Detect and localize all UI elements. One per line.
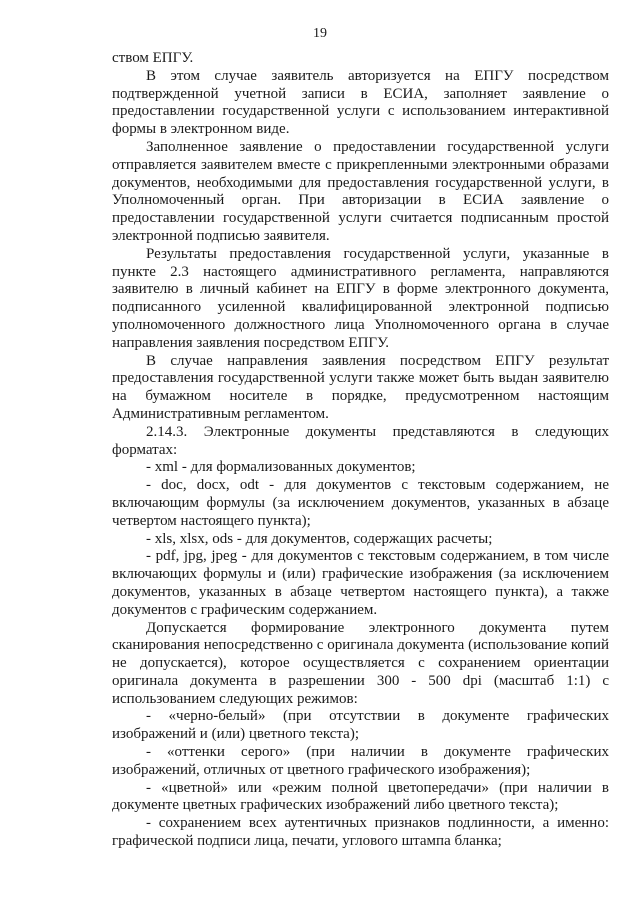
paragraph-formats-heading: 2.14.3. Электронные документы представляются в следующих форматах: xyxy=(112,423,609,458)
list-item-color-mode: - «цветной» или «режим полной цветопередачи» (при наличии в документе цветных графических изображений либо цветного текста); xyxy=(112,779,609,814)
list-item-xls: - xls, xlsx, ods - для документов, содержащих расчеты; xyxy=(146,530,493,547)
list-item-pdf: - pdf, jpg, jpeg - для документов с текстовым содержанием, в том числе включающих формулы и (или) графические изображения (за исключением документов, указанных в абзаце четвертом настоящего пункта), а также документов с графическим содержанием. xyxy=(112,548,609,618)
list-item-grayscale-mode: - «оттенки серого» (при наличии в документе графических изображений, отличных от цветного графического изображения); xyxy=(112,744,609,778)
paragraph-authorization: В этом случае заявитель авторизуется на ЕПГУ посредством подтвержденной учетной записи в ЕСИА, заполняет заявление о предоставлении государственной услуги с использованием интерактивной формы в электронном виде. xyxy=(112,67,609,138)
list-item-doc: - doc, docx, odt - для документов с текстовым содержанием, не включающим формулы (за исключением документов, указанных в абзаце четвертом настоящего пункта); xyxy=(112,477,609,529)
paragraph-submission: Заполненное заявление о предоставлении государственной услуги отправляется заявителем вместе с прикрепленными электронными образами документов, необходимыми для предоставления государственной услуги, в Уполномоченный орган. При авторизации в ЕСИА заявление о предоставлении государственной услуги считается подписанным простой электронной подписью заявителя. xyxy=(112,138,609,244)
document-body xyxy=(112,50,609,851)
list-item-xml: - xml - для формализованных документов; xyxy=(146,459,416,476)
paragraph-paper-result: В случае направления заявления посредством ЕПГУ результат предоставления государственной услуги также может быть выдан заявителю на бумажном носителе в порядке, предусмотренном настоящим Административным регламентом. xyxy=(112,352,609,422)
paragraph-continuation: ством ЕПГУ. xyxy=(112,50,194,66)
list-item-authenticity: - сохранением всех аутентичных признаков подлинности, а именно: графической подписи лица, печати, углового штампа бланка; xyxy=(112,815,609,850)
paragraph-scanning: Допускается формирование электронного документа путем сканирования непосредственно с оригинала документа (использование копий не допускается), которое осуществляется с сохранением ориентации оригинала документа в разрешении 300 - 500 dpi (масштаб 1:1) с использованием следующих режимов: xyxy=(112,619,609,707)
list-item-bw-mode: - «черно-белый» (при отсутствии в документе графических изображений и (или) цветного текста); xyxy=(112,708,609,743)
paragraph-results: Результаты предоставления государственной услуги, указанные в пункте 2.3 настоящего административного регламента, направляются заявителю в личный кабинет на ЕПГУ в форме электронного документа, подписанного усиленной квалифицированной электронной подписью уполномоченного должностного лица Уполномоченного органа в случае направления заявления посредством ЕПГУ. xyxy=(112,245,609,351)
page-number: 19 xyxy=(313,26,327,41)
